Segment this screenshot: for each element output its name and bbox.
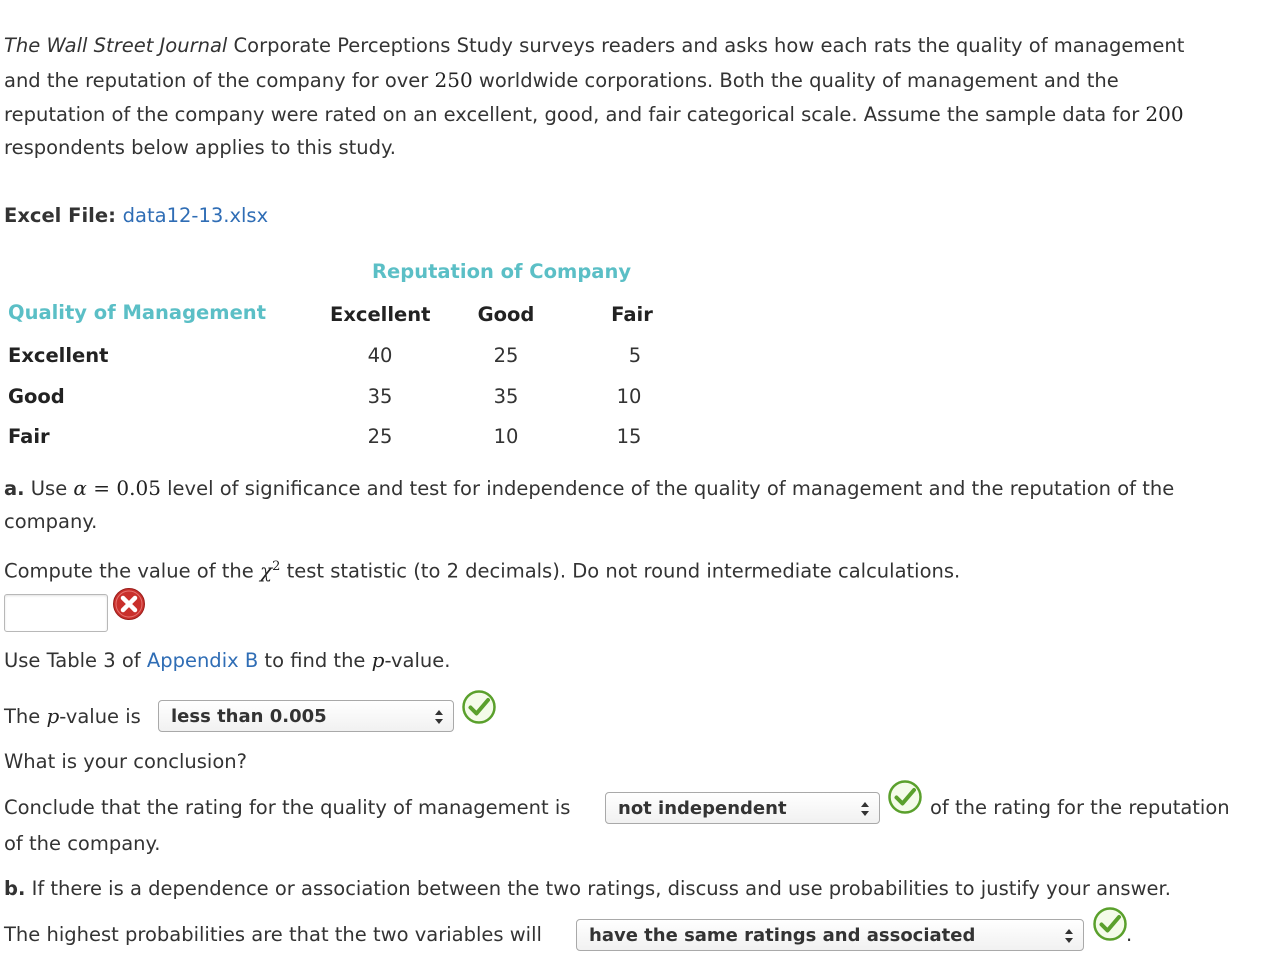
trailing-period: . <box>1126 923 1133 946</box>
conclusion-question: What is your conclusion? <box>4 750 247 773</box>
part-a-line-1: a. Use α = 0.05 level of significance and test for independence of the quality of management and the reputation of the <box>4 476 1175 500</box>
table-cell: 25 <box>367 425 393 448</box>
table-cell: 25 <box>493 344 519 367</box>
column-header-good: Good <box>477 303 535 326</box>
table-cell: 15 <box>616 425 642 448</box>
excel-file-link[interactable]: data12-13.xlsx <box>122 204 269 227</box>
conclusion-select[interactable]: not independent <box>605 792 880 824</box>
intro-line-1: The Wall Street Journal Corporate Perceptions Study surveys readers and asks how each rats the quality of management <box>4 34 1185 57</box>
compute-instruction: Compute the value of the $\chi^2$ test statistic (to 2 decimals). Do not round intermediate calculations. <box>4 558 961 583</box>
part-b-select[interactable]: have the same ratings and associated <box>576 919 1084 951</box>
table-cell: 5 <box>628 344 642 367</box>
row-group-header: Quality of Management <box>8 301 267 324</box>
number-250: 250 <box>434 68 473 92</box>
table-cell: 40 <box>367 344 393 367</box>
conclusion-text-a: Conclude that the rating for the quality of management is <box>4 796 571 819</box>
journal-name: The Wall Street Journal <box>4 34 228 57</box>
number-200: 200 <box>1145 102 1184 126</box>
row-label-fair: Fair <box>8 425 50 448</box>
row-label-excellent: Excellent <box>8 344 109 367</box>
chi-square-input[interactable] <box>4 594 108 632</box>
excel-file-row <box>4 199 268 233</box>
alpha-symbol: α <box>73 476 87 500</box>
pvalue-label: The p-value is <box>4 704 141 728</box>
select-arrows-icon <box>1065 929 1073 943</box>
part-a-line-2: company. <box>4 510 98 533</box>
conclusion-text-c: of the company. <box>4 832 161 855</box>
chi-symbol: χ <box>259 558 273 583</box>
table-cell: 10 <box>493 425 519 448</box>
select-arrows-icon <box>435 710 443 724</box>
intro-line-4: respondents below applies to this study. <box>4 136 396 159</box>
table-cell: 35 <box>367 385 393 408</box>
intro-line-3: reputation of the company were rated on an excellent, good, and fair categorical scale. Assume the sample data for 200 <box>4 102 1184 126</box>
alpha-value: 0.05 <box>116 476 161 500</box>
correct-icon <box>1092 906 1128 942</box>
appendix-link[interactable]: Appendix B <box>146 649 259 672</box>
column-header-fair: Fair <box>611 303 653 326</box>
incorrect-icon <box>112 587 146 621</box>
part-b-question: b. If there is a dependence or association between the two ratings, discuss and use probabilities to justify your answer. <box>4 877 1171 900</box>
column-header-excellent: Excellent <box>330 303 431 326</box>
select-arrows-icon <box>861 802 869 816</box>
part-b-answer-text: The highest probabilities are that the two variables will <box>4 923 542 946</box>
correct-icon <box>887 779 923 815</box>
intro-line-2: and the reputation of the company for over 250 worldwide corporations. Both the quality of management and the <box>4 68 1119 92</box>
excel-file-label: Excel File: <box>4 204 123 227</box>
correct-icon <box>461 689 497 725</box>
table-cell: 10 <box>616 385 642 408</box>
table-cell: 35 <box>493 385 519 408</box>
part-b-label: b. <box>4 877 26 900</box>
row-label-good: Good <box>8 385 65 408</box>
conclusion-text-b: of the rating for the reputation <box>930 796 1230 819</box>
part-a-label: a. <box>4 477 25 500</box>
pvalue-select[interactable]: less than 0.005 <box>158 700 454 732</box>
use-table-instruction: Use Table 3 of Appendix B to find the p-value. <box>4 648 451 672</box>
column-group-header: Reputation of Company <box>372 260 632 283</box>
